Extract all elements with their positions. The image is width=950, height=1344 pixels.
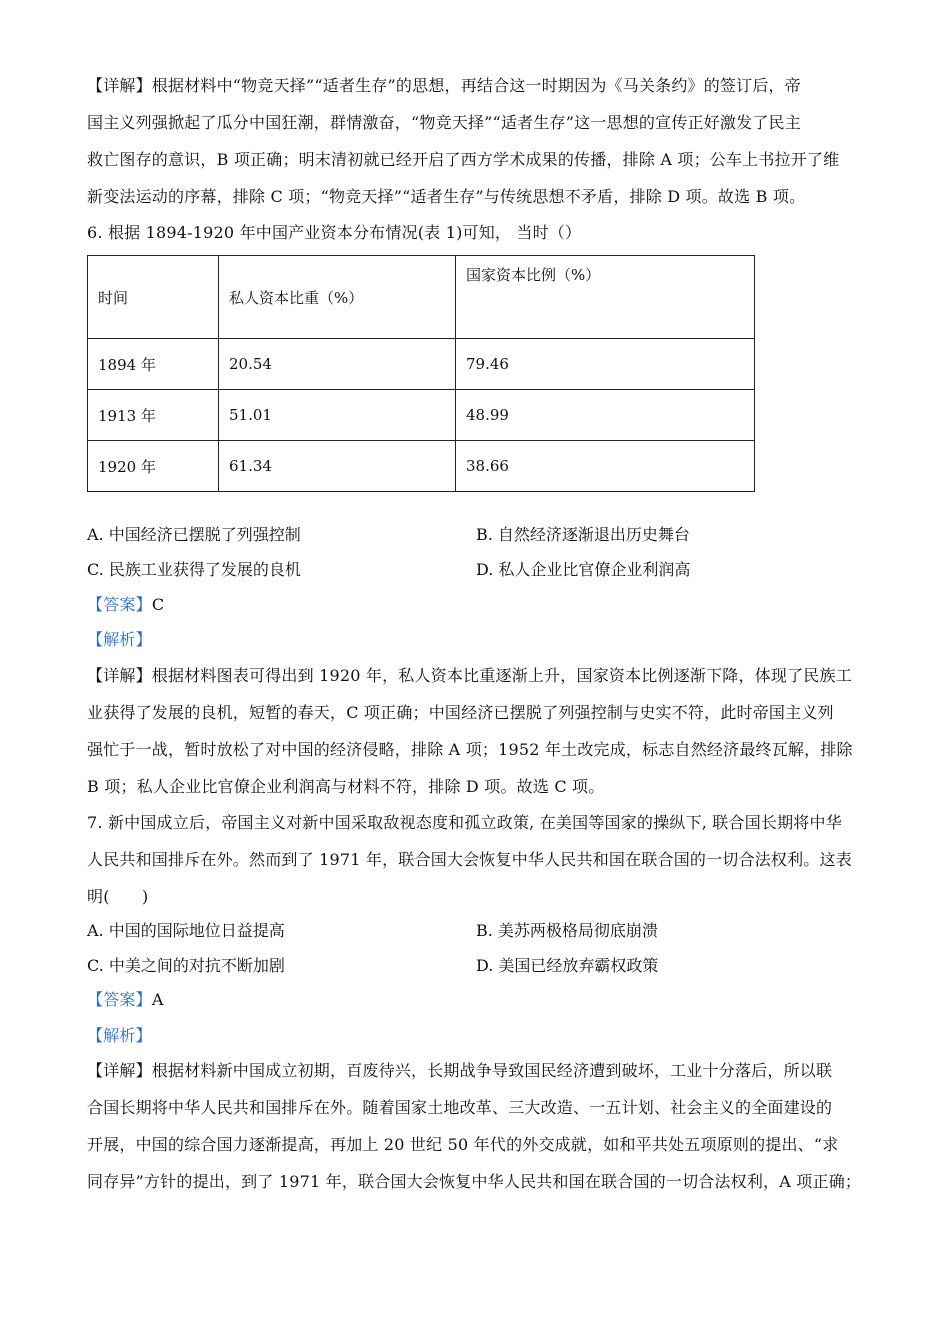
q6-option-b: B. 自然经济逐渐退出历史舞台 (476, 525, 690, 544)
table-cell: 1913 年 (88, 390, 219, 441)
table-cell: 38.66 (456, 441, 755, 492)
table-cell: 51.01 (219, 390, 456, 441)
q6-stem: 6. 根据 1894-1920 年中国产业资本分布情况(表 1)可知， 当时（） (87, 223, 582, 242)
table-header-row (88, 256, 755, 339)
table-cell: 1920 年 (88, 441, 219, 492)
q7-analysis-label: 【解析】 (87, 1026, 152, 1045)
table-header-cell: 国家资本比例（%） (456, 256, 755, 339)
table-row (88, 390, 755, 441)
q6-detail-line-1: 【详解】根据材料图表可得出到 1920 年，私人资本比重逐渐上升，国家资本比例逐渐下降，体现了民族工 (87, 666, 852, 685)
q6-option-d: D. 私人企业比官僚企业利润高 (476, 560, 691, 579)
table-header-cell: 时间 (88, 256, 219, 339)
q7-detail-line-3: 开展，中国的综合国力逐渐提高，再加上 20 世纪 50 年代的外交成就，如和平共处五项原则的提出、“求 (87, 1135, 839, 1154)
table-row (88, 441, 755, 492)
capital-distribution-table (87, 255, 755, 492)
q7-answer (87, 990, 877, 1010)
answer-value: A (151, 990, 164, 1009)
q7-stem-line-2: 人民共和国排斥在外。然而到了 1971 年，联合国大会恢复中华人民共和国在联合国的一切合法权利。这表 (87, 850, 852, 869)
table-cell: 20.54 (219, 339, 456, 390)
q5-detail-line-2: 国主义列强掀起了瓜分中国狂潮，群情激奋，“物竞天择”“适者生存”这一思想的宣传正好激发了民主 (87, 113, 801, 132)
q7-detail-line-2: 合国长期将中华人民共和国排斥在外。随着国家土地改革、三大改造、一五计划、社会主义的全面建设的 (87, 1098, 833, 1117)
table-cell: 61.34 (219, 441, 456, 492)
q7-option-c: C. 中美之间的对抗不断加剧 (87, 956, 285, 975)
answer-value: C (151, 595, 165, 614)
q5-detail-line-3: 救亡图存的意识，B 项正确；明末清初就已经开启了西方学术成果的传播，排除 A 项；公车上书拉开了维 (87, 150, 840, 169)
q6-detail-line-2: 业获得了发展的良机，短暂的春天，C 项正确；中国经济已摆脱了列强控制与史实不符，此时帝国主义列 (87, 703, 834, 722)
q7-detail-line-1: 【详解】根据材料新中国成立初期，百废待兴，长期战争导致国民经济遭到破坏，工业十分落后，所以联 (87, 1061, 833, 1080)
q7-stem-line-1: 7. 新中国成立后，帝国主义对新中国采取敌视态度和孤立政策, 在美国等国家的操纵下, 联合国长期将中华 (87, 813, 842, 832)
q7-option-b: B. 美苏两极格局彻底崩溃 (476, 921, 658, 940)
q6-detail-line-3: 强忙于一战，暂时放松了对中国的经济侵略，排除 A 项；1952 年土改完成，标志自然经济最终瓦解，排除 (87, 740, 853, 759)
table-row (88, 339, 755, 390)
table-header-cell: 私人资本比重（%） (219, 256, 456, 339)
table-cell: 79.46 (456, 339, 755, 390)
q6-answer (87, 595, 877, 615)
table-cell: 1894 年 (88, 339, 219, 390)
q6-option-c: C. 民族工业获得了发展的良机 (87, 560, 301, 579)
q6-analysis-label: 【解析】 (87, 630, 152, 649)
q5-detail-line-1: 【详解】根据材料中“物竞天择”“适者生存”的思想，再结合这一时期因为《马关条约》的签订后，帝 (87, 76, 801, 95)
q7-option-a: A. 中国的国际地位日益提高 (87, 921, 285, 940)
answer-label: 【答案】 (87, 595, 152, 614)
q6-detail-line-4: B 项；私人企业比官僚企业利润高与材料不符，排除 D 项。故选 C 项。 (87, 777, 605, 796)
q6-option-a: A. 中国经济已摆脱了列强控制 (87, 525, 301, 544)
q7-stem-line-3: 明( ) (87, 887, 149, 906)
q5-detail-line-4: 新变法运动的序幕，排除 C 项；“物竞天择”“适者生存”与传统思想不矛盾，排除 D 项。故选 B 项。 (87, 187, 806, 206)
answer-label: 【答案】 (87, 990, 152, 1009)
table-cell: 48.99 (456, 390, 755, 441)
q7-option-d: D. 美国已经放弃霸权政策 (476, 956, 659, 975)
q7-detail-line-4: 同存异”方针的提出，到了 1971 年，联合国大会恢复中华人民共和国在联合国的一切合法权利，A 项正确； (87, 1172, 862, 1191)
